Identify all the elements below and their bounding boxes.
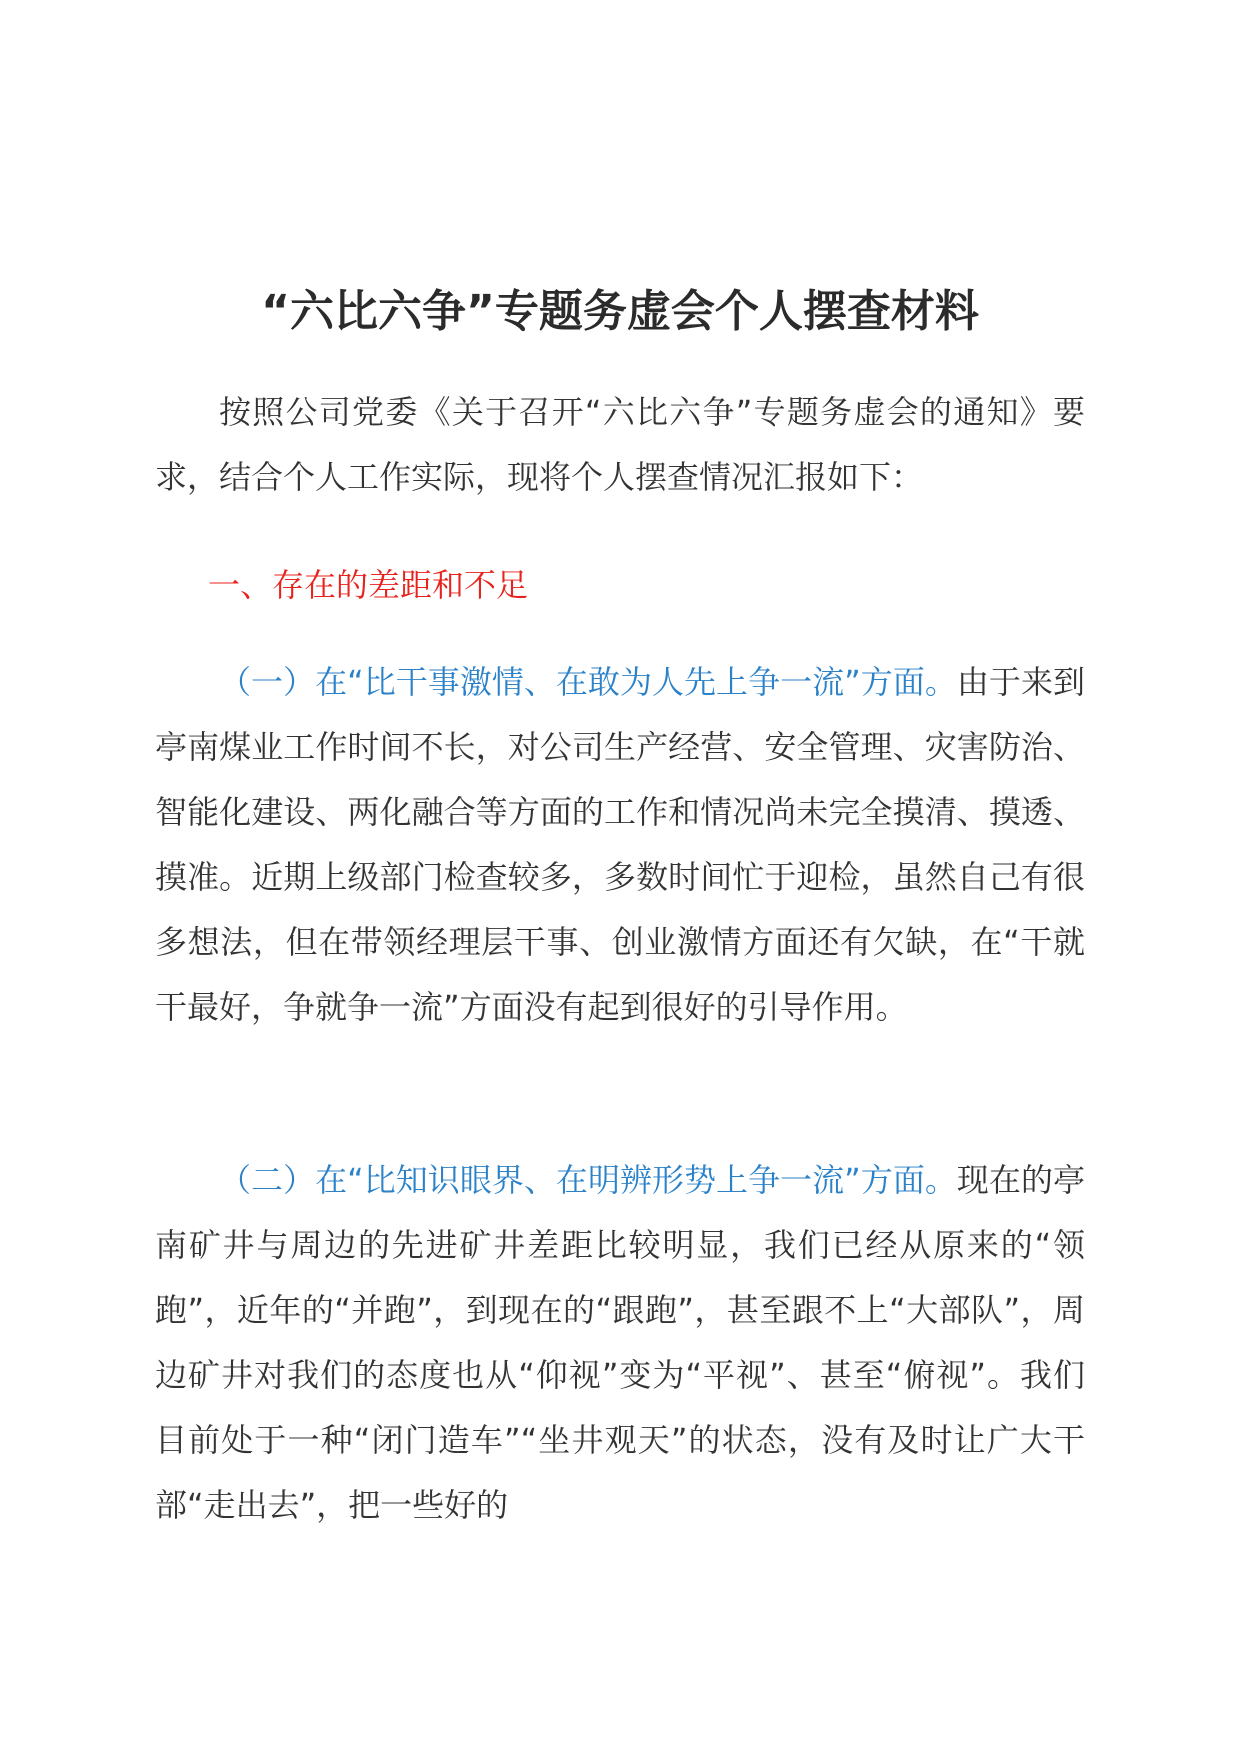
section-1-label: （一）在“比干事激情、在敢为人先上争一流”方面。 (219, 663, 957, 701)
section-heading-1: 一、存在的差距和不足 (208, 566, 529, 604)
section-2-paragraph (155, 1148, 1085, 1538)
section-2-body: 现在的亭南矿井与周边的先进矿井差距比较明显，我们已经从原来的“领跑”，近年的“并跑”，到现在的“跟跑”，甚至跟不上“大部队”，周边矿井对我们的态度也从“仰视”变为“平视”、甚至“俯视”。我们目前处于一种“闭门造车”“坐井观天”的状态，没有及时让广大干部“走出去”，把一些好的 (155, 1161, 1085, 1524)
section-2-label: （二）在“比知识眼界、在明辨形势上争一流”方面。 (219, 1161, 957, 1199)
document-page (155, 0, 1085, 1754)
section-1-paragraph (155, 650, 1085, 1040)
section-1-body: 由于来到亭南煤业工作时间不长，对公司生产经营、安全管理、灾害防治、智能化建设、两化融合等方面的工作和情况尚未完全摸清、摸透、摸准。近期上级部门检查较多，多数时间忙于迎检，虽然自己有很多想法，但在带领经理层干事、创业激情方面还有欠缺，在“干就干最好，争就争一流”方面没有起到很好的引导作用。 (155, 663, 1085, 1026)
intro-paragraph: 按照公司党委《关于召开“六比六争”专题务虚会的通知》要求，结合个人工作实际，现将个人摆查情况汇报如下： (155, 393, 1085, 496)
document-title: “六比六争”专题务虚会个人摆查材料 (261, 286, 979, 337)
